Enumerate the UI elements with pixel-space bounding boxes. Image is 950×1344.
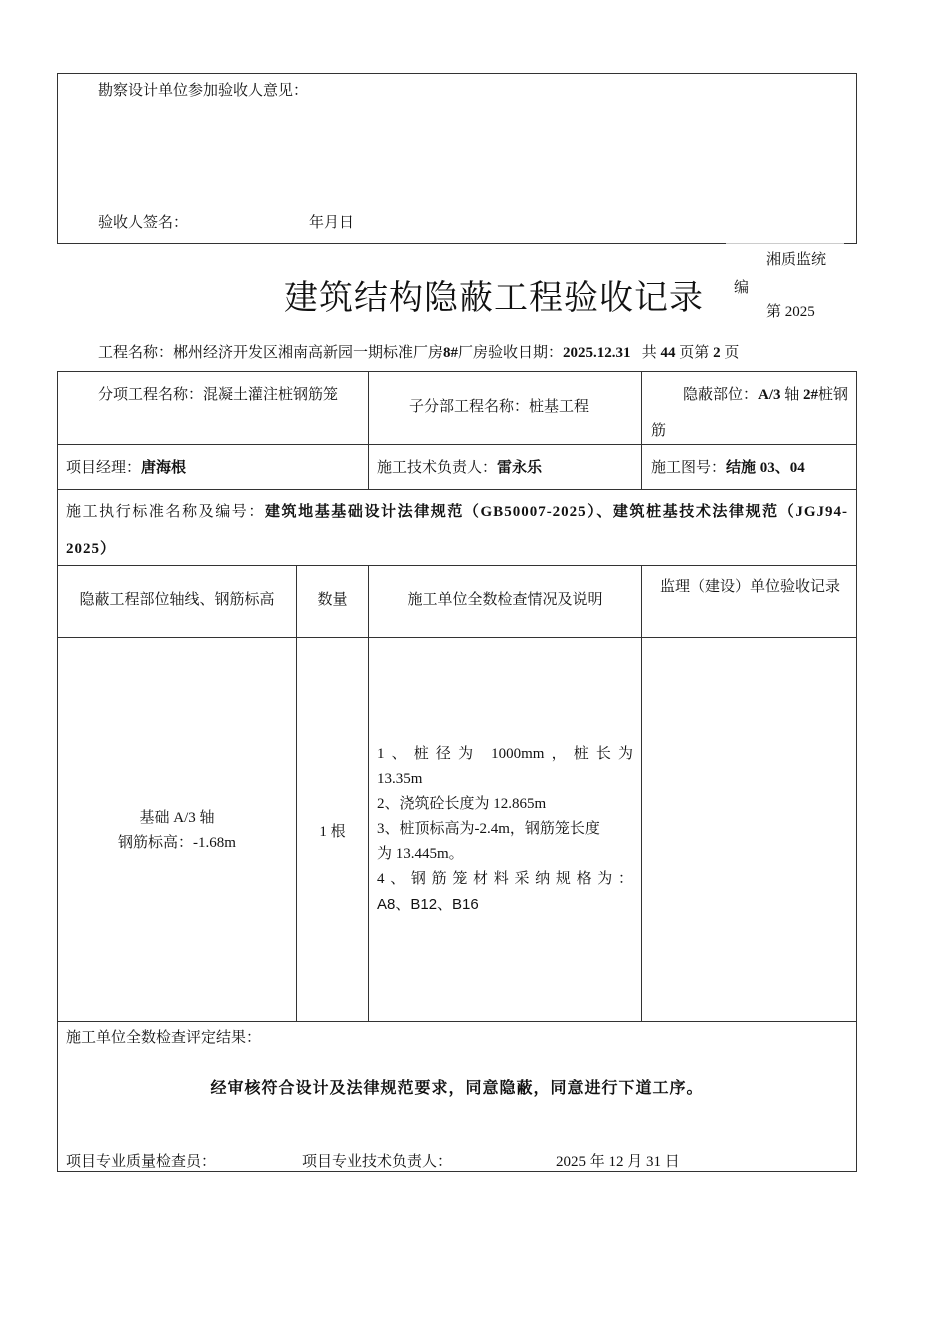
header-inspection: 施工单位全数检查情况及说明 bbox=[407, 592, 603, 608]
location-axis: 基础 A/3 轴 bbox=[139, 810, 215, 826]
execution-standard bbox=[66, 494, 848, 568]
header-location: 隐蔽工程部位轴线、钢筋标高 bbox=[79, 592, 275, 608]
tech-lead-label: 施工技术负责人： bbox=[377, 460, 498, 476]
page-title: 建筑结构隐蔽工程验收记录 bbox=[284, 278, 704, 318]
col-divider-r1a bbox=[368, 371, 369, 489]
design-opinion-label: 勘察设计单位参加验收人意见： bbox=[98, 83, 309, 99]
hidden-location-value2: 2# bbox=[803, 387, 819, 403]
hidden-location-value: A/3 bbox=[758, 387, 781, 403]
side-note-line3: 第 2025 bbox=[766, 304, 815, 320]
quantity-cell: 1 根 bbox=[319, 824, 346, 840]
drawing-number bbox=[651, 456, 805, 477]
location-cell bbox=[58, 806, 296, 856]
col-divider-r1b bbox=[641, 371, 642, 489]
pm-value: 唐海根 bbox=[141, 460, 187, 476]
quality-inspector-label: 项目专业质量检查员： bbox=[66, 1154, 217, 1170]
sub-item-name: 分项工程名称：混凝土灌注桩钢筋笼 bbox=[98, 387, 339, 403]
result-label: 施工单位全数检查评定结果： bbox=[66, 1030, 262, 1046]
header-supervision: 监理（建设）单位验收记录 bbox=[659, 579, 840, 595]
building-no: 8# bbox=[443, 345, 459, 361]
col-divider-t3 bbox=[641, 565, 642, 1021]
inspection-item: 13.35m bbox=[377, 771, 423, 787]
inspection-item: 1、桩径为 1000mm，桩长为 bbox=[377, 746, 633, 762]
inspection-item: A8、B12、B16 bbox=[377, 896, 479, 913]
acceptance-date: 2025.12.31 bbox=[563, 345, 631, 361]
inspection-item: 3、桩顶标高为-2.4m，钢筋笼长度 bbox=[377, 821, 600, 837]
col-divider-t1 bbox=[296, 565, 297, 1021]
header-quantity: 数量 bbox=[317, 592, 348, 608]
hidden-location-tail: 桩钢筋 bbox=[651, 387, 849, 439]
row-divider-5 bbox=[57, 1021, 857, 1022]
hidden-location-label: 隐蔽部位： bbox=[683, 387, 759, 403]
tech-lead-sign-label: 项目专业技术负责人： bbox=[302, 1154, 453, 1170]
tech-lead bbox=[377, 456, 542, 477]
page-number: 2 bbox=[713, 345, 721, 361]
acceptance-date-label: 厂房验收日期： bbox=[458, 345, 564, 361]
drawing-value: 结施 03、04 bbox=[726, 460, 805, 476]
tech-lead-value: 雷永乐 bbox=[497, 460, 543, 476]
total-pages: 44 bbox=[660, 345, 676, 361]
inspection-item: 为 13.445m。 bbox=[377, 846, 464, 862]
hidden-location bbox=[651, 377, 851, 449]
inspection-item: 2、浇筑砼长度为 12.865m bbox=[377, 796, 547, 812]
pages-mid: 页第 bbox=[679, 345, 710, 361]
side-note-line2: 编 bbox=[734, 280, 750, 296]
pages-prefix: 共 bbox=[641, 345, 657, 361]
inspection-cell bbox=[377, 742, 633, 917]
inspection-item: 4、钢筋笼材料采纳规格为： bbox=[377, 871, 633, 887]
signature-date-label: 年月日 bbox=[309, 215, 355, 231]
side-note bbox=[726, 243, 844, 320]
row-divider-4 bbox=[57, 637, 857, 638]
sub-division-name: 子分部工程名称：桩基工程 bbox=[409, 399, 590, 415]
standard-value: 建筑地基基础设计法律规范（GB50007-2025）、建筑桩基技术法律规范（JGJ94-2025） bbox=[66, 504, 848, 557]
project-info-line bbox=[98, 341, 739, 362]
pages-suffix: 页 bbox=[724, 345, 740, 361]
pm-label: 项目经理： bbox=[66, 460, 142, 476]
hidden-location-axis: 轴 bbox=[784, 387, 800, 403]
col-divider-t2 bbox=[368, 565, 369, 1021]
result-conclusion: 经审核符合设计及法律规范要求，同意隐蔽，同意进行下道工序。 bbox=[210, 1080, 704, 1097]
row-divider-2 bbox=[57, 489, 857, 490]
standard-label: 施工执行标准名称及编号： bbox=[66, 504, 265, 520]
project-name: 工程名称：郴州经济开发区湘南高新园一期标准厂房 bbox=[98, 345, 444, 361]
side-note-line1: 湘质监统 bbox=[766, 252, 827, 268]
signature-label: 验收人签名： bbox=[98, 215, 189, 231]
drawing-label: 施工图号： bbox=[651, 460, 727, 476]
rebar-elevation: 钢筋标高：-1.68m bbox=[118, 835, 236, 851]
result-date: 2025 年 12 月 31 日 bbox=[556, 1154, 680, 1170]
project-manager bbox=[66, 456, 186, 477]
